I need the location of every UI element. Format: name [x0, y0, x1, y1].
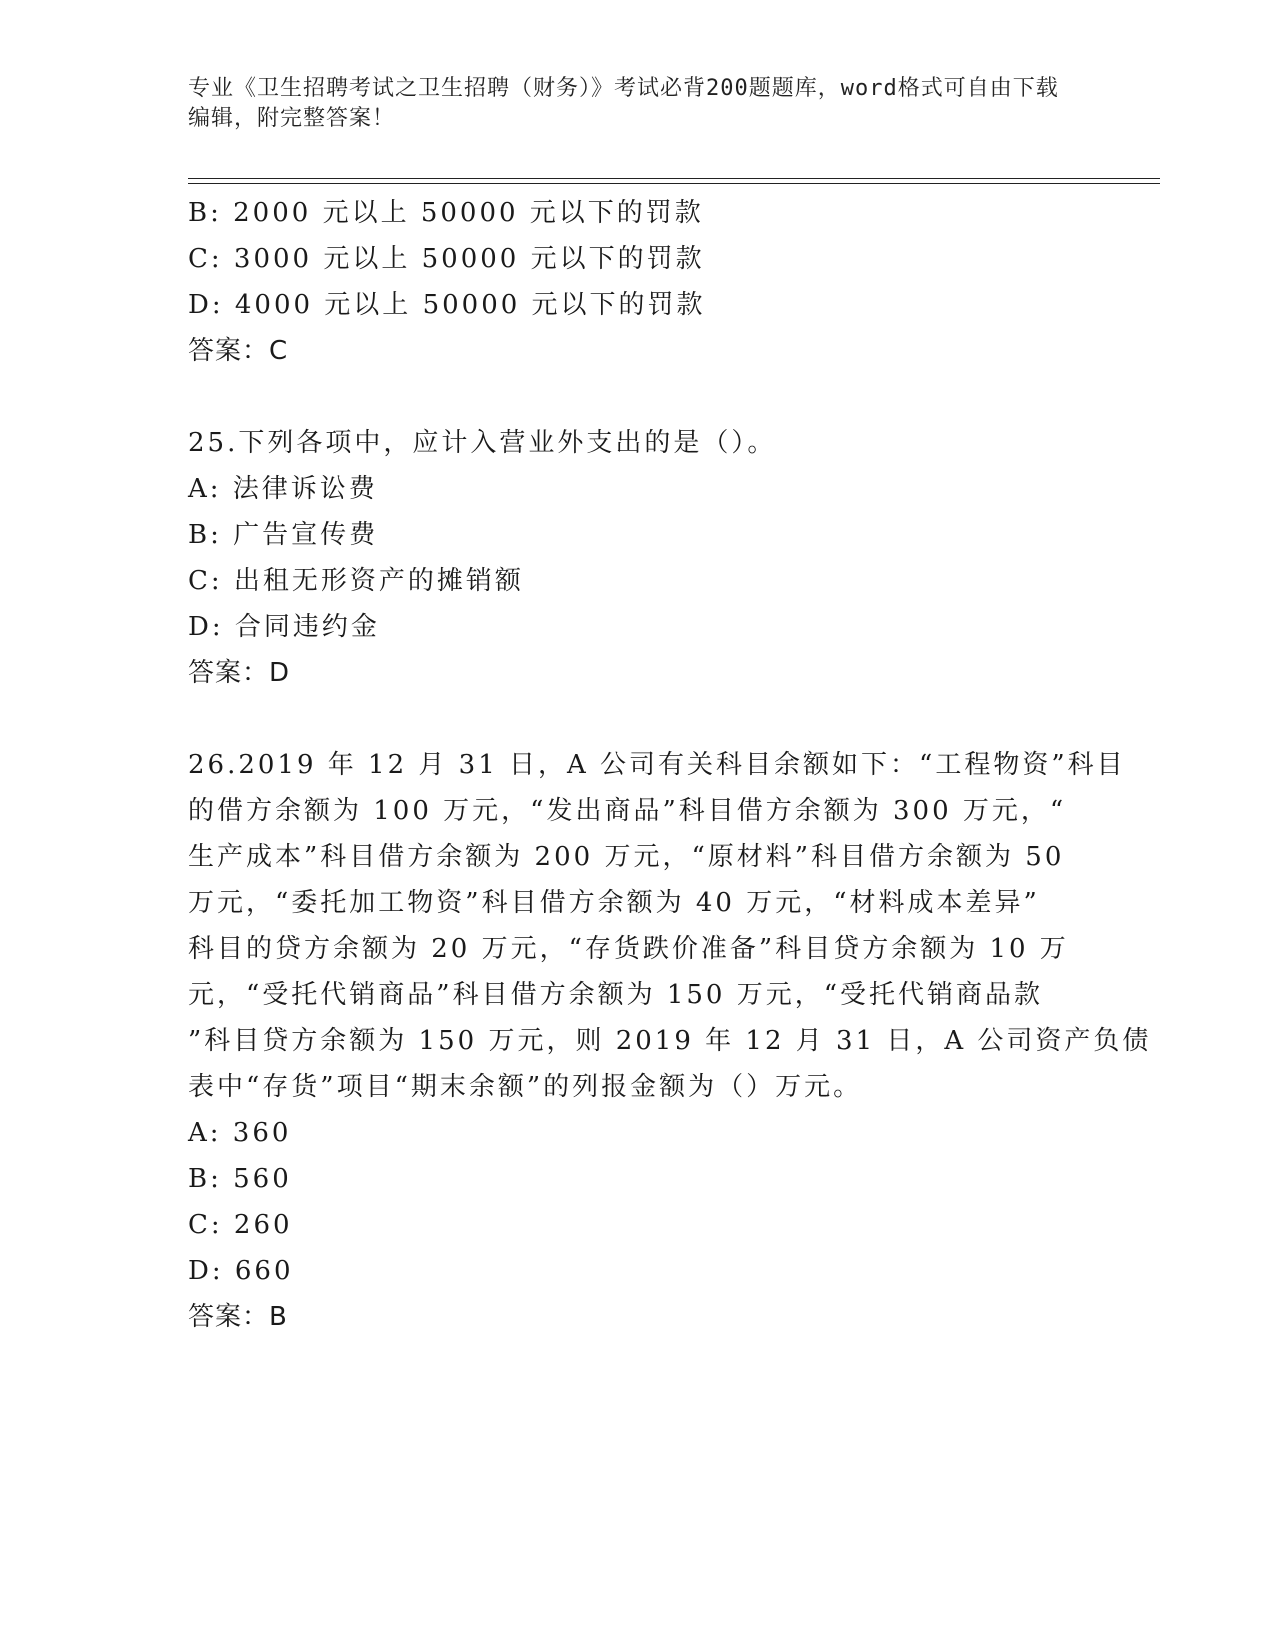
question-24-block	[188, 190, 1088, 374]
answer-line: 答案：B	[188, 1302, 288, 1332]
question-stem-line: 元，“受托代销商品”科目借方余额为 150 万元，“受托代销商品款	[188, 980, 1044, 1010]
question-stem: 25.下列各项中，应计入营业外支出的是（）。	[188, 428, 777, 458]
option-d: D: 660	[188, 1256, 294, 1286]
option-a: A: 360	[188, 1118, 292, 1148]
option-b: B: 2000 元以上 50000 元以下的罚款	[188, 198, 704, 228]
question-stem-line: 26.2019 年 12 月 31 日，A 公司有关科目余额如下：“工程物资”科目	[188, 750, 1126, 780]
question-25-block	[188, 420, 1088, 696]
spacer	[188, 696, 1088, 742]
option-a: A: 法律诉讼费	[188, 474, 378, 504]
answer-line: 答案：D	[188, 658, 291, 688]
question-26-block	[188, 742, 1152, 1340]
question-stem-line: ”科目贷方余额为 150 万元，则 2019 年 12 月 31 日，A 公司资产负债	[188, 1026, 1152, 1056]
question-stem-line: 生产成本”科目借方余额为 200 万元，“原材料”科目借方余额为 50	[188, 842, 1065, 872]
header-divider-bottom	[188, 183, 1160, 184]
header-divider-top	[188, 178, 1160, 179]
question-stem-line: 科目的贷方余额为 20 万元，“存货跌价准备”科目贷方余额为 10 万	[188, 934, 1069, 964]
option-c: C: 260	[188, 1210, 293, 1240]
option-c: C: 3000 元以上 50000 元以下的罚款	[188, 244, 705, 274]
spacer	[188, 374, 1088, 420]
option-d: D: 4000 元以上 50000 元以下的罚款	[188, 290, 706, 320]
document-header: 专业《卫生招聘考试之卫生招聘（财务）》考试必背200题题库，word格式可自由下载编辑，附完整答案！	[188, 76, 1059, 131]
option-b: B: 广告宣传费	[188, 520, 379, 550]
question-content	[188, 190, 1152, 1340]
question-stem-line: 的借方余额为 100 万元，“发出商品”科目借方余额为 300 万元，“	[188, 796, 1067, 826]
option-d: D: 合同违约金	[188, 612, 380, 642]
option-b: B: 560	[188, 1164, 292, 1194]
option-c: C: 出租无形资产的摊销额	[188, 566, 524, 596]
question-stem-line: 万元，“委托加工物资”科目借方余额为 40 万元，“材料成本差异”	[188, 888, 1040, 918]
answer-line: 答案：C	[188, 336, 289, 366]
question-stem-line: 表中“存货”项目“期末余额”的列报金额为（）万元。	[188, 1072, 863, 1102]
